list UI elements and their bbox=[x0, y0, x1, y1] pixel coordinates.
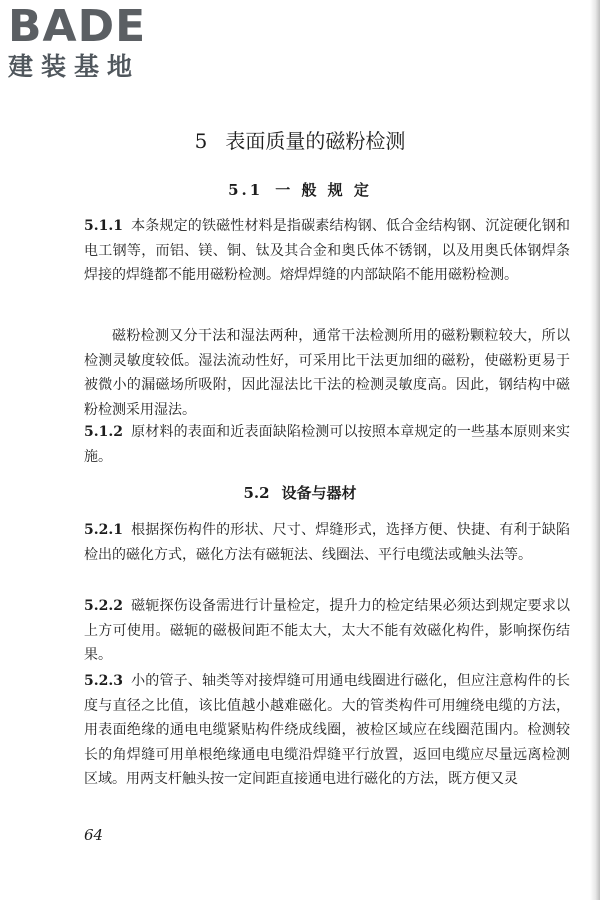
clause-text: 原材料的表面和近表面缺陷检测可以按照本章规定的一些基本原则来实施。 bbox=[84, 424, 570, 465]
chapter-title-text: 表面质量的磁粉检测 bbox=[225, 129, 406, 153]
clause-5-1-2 bbox=[84, 420, 570, 469]
section-title-text: 设备与器材 bbox=[281, 484, 357, 502]
clause-number: 5.2.3 bbox=[84, 673, 123, 689]
clause-text: 本条规定的铁磁性材料是指碳素结构钢、低合金结构钢、沉淀硬化钢和电工钢等，而铝、镁、铜、钛及其合金和奥氏体不锈钢，以及用奥氏体钢焊条焊接的焊缝都不能用磁粉检测。熔焊焊缝的内部缺陷不能用磁粉检测。 bbox=[84, 218, 570, 283]
section-heading-5-2 bbox=[0, 482, 600, 504]
clause-text: 根据探伤构件的形状、尺寸、焊缝形式，选择方便、快捷、有利于缺陷检出的磁化方式，磁化方法有磁轭法、线圈法、平行电缆法或触头法等。 bbox=[84, 522, 570, 563]
chapter-number: 5 bbox=[194, 129, 208, 153]
watermark-logo bbox=[8, 1, 147, 82]
section-number: 5.2 bbox=[243, 484, 270, 502]
page-number: 64 bbox=[84, 826, 104, 844]
clause-text: 小的管子、轴类等对接焊缝可用通电线圈进行磁化，但应注意构件的长度与直径之比值，该比值越小越难磁化。大的管类构件可用缠绕电缆的方法，用表面绝缘的通电电缆紧贴构件绕成线圈，被检区域应在线圈范围内。检测较长的角焊缝可用单根绝缘通电电缆沿焊缝平行放置，返回电缆应尽量远离检测区域。用两支杆触头按一定间距直接通电进行磁化的方法，既方便又灵 bbox=[84, 673, 570, 787]
section-title-text: 一 般 规 定 bbox=[275, 181, 372, 199]
chapter-title bbox=[0, 128, 600, 154]
clause-5-1-1-continued bbox=[84, 324, 570, 422]
clause-5-1-1 bbox=[84, 214, 570, 288]
section-number: 5.1 bbox=[228, 181, 264, 199]
watermark-subtitle: 建装基地 bbox=[8, 52, 141, 81]
section-heading-5-1 bbox=[0, 179, 600, 201]
clause-5-2-3 bbox=[84, 669, 570, 792]
clause-number: 5.2.1 bbox=[84, 522, 123, 538]
clause-number: 5.1.1 bbox=[84, 218, 123, 234]
watermark-brand: BADE bbox=[8, 1, 147, 52]
clause-5-2-2 bbox=[84, 594, 570, 668]
clause-text: 磁轭探伤设备需进行计量检定，提升力的检定结果必须达到规定要求以上方可使用。磁轭的磁极间距不能太大，太大不能有效磁化构件，影响探伤结果。 bbox=[84, 598, 570, 663]
clause-number: 5.2.2 bbox=[84, 598, 123, 614]
clause-5-2-1 bbox=[84, 518, 570, 567]
clause-number: 5.1.2 bbox=[84, 424, 123, 440]
clause-text: 磁粉检测又分干法和湿法两种，通常干法检测所用的磁粉颗粒较大，所以检测灵敏度较低。湿法流动性好，可采用比干法更加细的磁粉，使磁粉更易于被微小的漏磁场所吸附，因此湿法比干法的检测灵敏度高。因此，钢结构中磁粉检测采用湿法。 bbox=[84, 328, 570, 418]
